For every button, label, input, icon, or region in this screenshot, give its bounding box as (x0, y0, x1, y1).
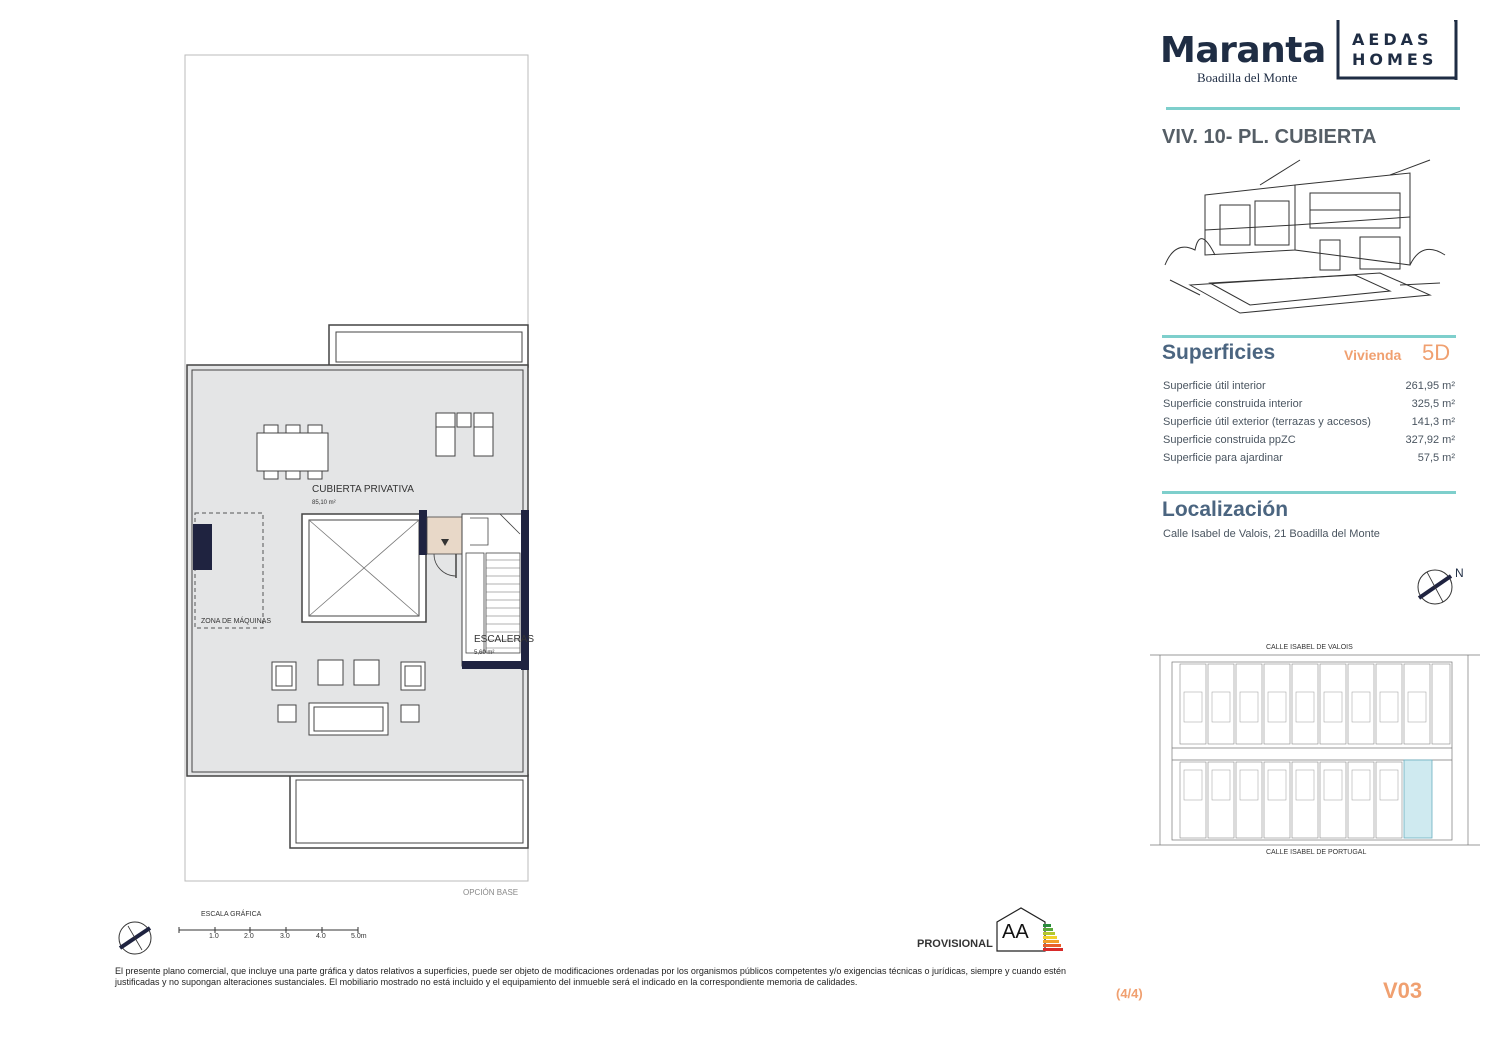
scale-title: ESCALA GRÁFICA (201, 911, 262, 918)
skylight (302, 514, 426, 622)
cubierta-label: CUBIERTA PRIVATIVA (312, 484, 414, 495)
vivienda-value: 5D (1422, 340, 1451, 365)
page-indicator: (4/4) (1116, 986, 1143, 1001)
version-label: V03 (1383, 978, 1423, 1003)
vivienda-label: Vivienda (1344, 347, 1402, 363)
surface-row: Superficie construida ppZC 327,92 m² (1163, 434, 1455, 446)
north-label: N (1455, 566, 1464, 580)
site-plan-image (1150, 652, 1480, 848)
rule-top (1166, 107, 1460, 110)
street-top: CALLE ISABEL DE VALOIS (1266, 644, 1353, 651)
energy-rating: AA (1002, 921, 1029, 943)
brand-name: Maranta (1160, 30, 1326, 71)
surface-row: Superficie construida interior 325,5 m² (1163, 398, 1455, 410)
escaleras-label: ESCALERAS (474, 634, 535, 645)
option-label: OPCIÓN BASE (463, 888, 519, 897)
sheet-title: VIV. 10- PL. CUBIERTA (1162, 126, 1377, 148)
cubierta-area: 85,10 m² (312, 500, 336, 506)
machine-unit (193, 524, 212, 570)
scale-tick: 5.0m (351, 933, 367, 940)
street-bottom: CALLE ISABEL DE PORTUGAL (1266, 849, 1367, 856)
rule-surfaces (1162, 335, 1456, 338)
surfaces-heading: Superficies (1162, 341, 1276, 364)
bottom-terrace (290, 775, 528, 848)
rule-location (1162, 491, 1456, 494)
scale-bar (179, 927, 358, 933)
escaleras-area: 5,60 m² (474, 650, 495, 656)
brand-subtitle: Boadilla del Monte (1197, 70, 1298, 85)
north-arrow-icon (119, 922, 151, 954)
top-terrace (329, 325, 528, 367)
legal-disclaimer: El presente plano comercial, que incluye una parte gráfica y datos relativos a superficies, puede ser objeto de modificaciones ordenadas por los organismos públicos competentes y/o exigencias técnicas o jurídicas, siempre y cuando estén justificadas y no supongan alteraciones sustanciales. El mobiliario mostrado no está incluido y el equipamiento del inmueble será el indicado en la correspondiente memoria de calidades. (115, 966, 1067, 987)
surface-row: Superficie útil exterior (terrazas y accesos) 141,3 m² (1163, 416, 1455, 428)
dining-table (257, 425, 328, 479)
aedas-logo: AEDAS HOMES (1352, 30, 1438, 69)
scale-tick: 4.0 (316, 933, 326, 940)
surface-row: Superficie útil interior 261,95 m² (1163, 380, 1455, 392)
scale-tick: 3.0 (280, 933, 290, 940)
building-sketch-image (1160, 155, 1452, 325)
provisional-label: PROVISIONAL (917, 938, 993, 950)
surface-row: Superficie para ajardinar 57,5 m² (1163, 452, 1455, 464)
scale-tick: 1.0 (209, 933, 219, 940)
scale-tick: 2.0 (244, 933, 254, 940)
maquinas-label: ZONA DE MÁQUINAS (201, 618, 272, 625)
location-address: Calle Isabel de Valois, 21 Boadilla del Monte (1163, 528, 1380, 540)
location-heading: Localización (1162, 498, 1289, 521)
unit-highlight (1404, 760, 1432, 838)
